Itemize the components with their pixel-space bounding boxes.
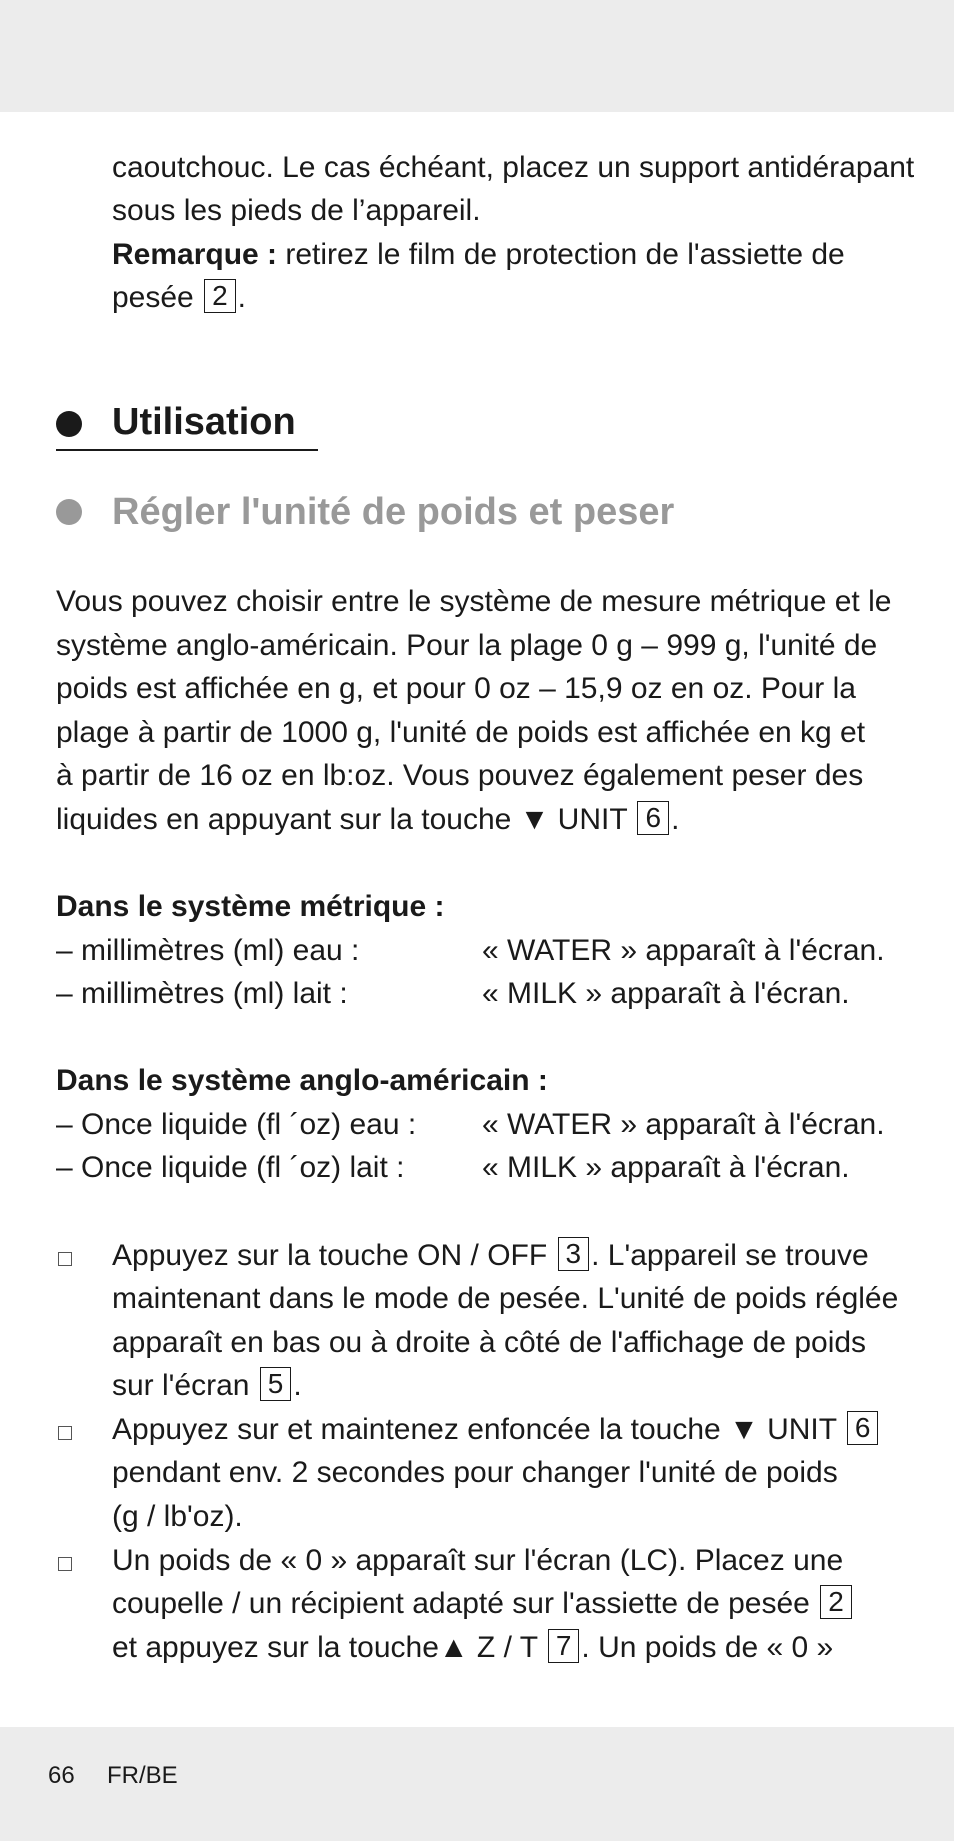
ref-box: 5 bbox=[260, 1367, 292, 1401]
note-line-2 bbox=[112, 276, 246, 320]
step-checkbox-icon bbox=[58, 1426, 72, 1440]
subsection-heading: Régler l'unité de poids et peser bbox=[112, 491, 675, 533]
step-1-line-3: apparaît en bas ou à droite à côté de l'affichage de poids bbox=[112, 1326, 867, 1359]
step-3-text-a: coupelle / un récipient adapté sur l'assiette de pesée bbox=[112, 1587, 810, 1620]
step-3-line-1: Un poids de « 0 » apparaît sur l'écran (LC). Placez une bbox=[112, 1544, 844, 1577]
step-checkbox-icon bbox=[58, 1557, 72, 1571]
metric-row-1-label: – millimètres (ml) eau : bbox=[56, 934, 360, 967]
metric-row-1-value: « WATER » apparaît à l'écran. bbox=[482, 934, 885, 967]
ref-box: 6 bbox=[847, 1411, 879, 1445]
ref-box: 7 bbox=[548, 1629, 580, 1663]
step-1-text-a: Appuyez sur la touche ON / OFF bbox=[112, 1239, 548, 1272]
subheading-bullet bbox=[56, 499, 82, 525]
page-number: 66 bbox=[48, 1762, 75, 1789]
ref-box: 2 bbox=[820, 1585, 852, 1619]
step-3-text-c: . Un poids de « 0 » bbox=[581, 1631, 834, 1664]
metric-row-2-value: « MILK » apparaît à l'écran. bbox=[482, 977, 850, 1010]
language-code: FR/BE bbox=[107, 1762, 178, 1789]
heading-bullet bbox=[56, 411, 82, 437]
paragraph-line-1: Vous pouvez choisir entre le système de mesure métrique et le bbox=[56, 585, 892, 618]
imperial-row-2-label: – Once liquide (fl ´oz) lait : bbox=[56, 1151, 405, 1184]
step-1-line-2: maintenant dans le mode de pesée. L'unité de poids réglée bbox=[112, 1282, 899, 1315]
step-3-line-2 bbox=[112, 1582, 854, 1626]
step-1-end: . bbox=[293, 1369, 302, 1402]
note-end: . bbox=[237, 281, 247, 314]
paragraph-line-4: plage à partir de 1000 g, l'unité de poids est affichée en kg et bbox=[56, 716, 866, 749]
step-2-line-1 bbox=[112, 1408, 880, 1452]
paragraph-line-3: poids est affichée en g, et pour 0 oz – 15,9 oz en oz. Pour la bbox=[56, 672, 856, 705]
imperial-row-1-label: – Once liquide (fl ´oz) eau : bbox=[56, 1108, 417, 1141]
metric-title: Dans le système métrique : bbox=[56, 890, 445, 923]
paragraph-line-6-text: liquides en appuyant sur la touche ▼ UNIT bbox=[56, 803, 628, 836]
step-1-line-1 bbox=[112, 1234, 869, 1278]
section-heading: Utilisation bbox=[112, 401, 296, 443]
imperial-row-1-value: « WATER » apparaît à l'écran. bbox=[482, 1108, 885, 1141]
note-label: Remarque : bbox=[112, 238, 278, 271]
paragraph-line-6 bbox=[56, 798, 679, 842]
paragraph-line-5: à partir de 16 oz en lb:oz. Vous pouvez également peser des bbox=[56, 759, 864, 792]
imperial-row-2-value: « MILK » apparaît à l'écran. bbox=[482, 1151, 850, 1184]
ref-box: 6 bbox=[637, 801, 669, 835]
metric-row-2-label: – millimètres (ml) lait : bbox=[56, 977, 348, 1010]
step-2-line-2: pendant env. 2 secondes pour changer l'unité de poids bbox=[112, 1456, 838, 1489]
paragraph-end: . bbox=[671, 803, 680, 836]
step-2-text-a: Appuyez sur et maintenez enfoncée la touche ▼ UNIT bbox=[112, 1413, 837, 1446]
step-3-line-3 bbox=[112, 1626, 833, 1670]
heading-underline bbox=[56, 449, 318, 451]
note-line bbox=[112, 233, 845, 277]
step-1-line-4 bbox=[112, 1364, 302, 1408]
imperial-title: Dans le système anglo-américain : bbox=[56, 1064, 548, 1097]
note-text: retirez le film de protection de l'assiette de bbox=[277, 238, 845, 271]
step-3-text-b: et appuyez sur la touche▲ Z / T bbox=[112, 1631, 538, 1664]
note-line-2-text: pesée bbox=[112, 281, 194, 314]
intro-line-1: caoutchouc. Le cas échéant, placez un support antidérapant bbox=[112, 151, 915, 184]
top-band bbox=[0, 0, 954, 112]
ref-box: 3 bbox=[558, 1237, 590, 1271]
ref-box: 2 bbox=[204, 279, 236, 313]
paragraph-line-2: système anglo-américain. Pour la plage 0 g – 999 g, l'unité de bbox=[56, 629, 878, 662]
step-1-text-b: . L'appareil se trouve bbox=[591, 1239, 869, 1272]
step-1-text-c: sur l'écran bbox=[112, 1369, 250, 1402]
step-2-line-3: (g / lb'oz). bbox=[112, 1500, 243, 1533]
step-checkbox-icon bbox=[58, 1252, 72, 1266]
intro-line-2: sous les pieds de l’appareil. bbox=[112, 194, 481, 227]
